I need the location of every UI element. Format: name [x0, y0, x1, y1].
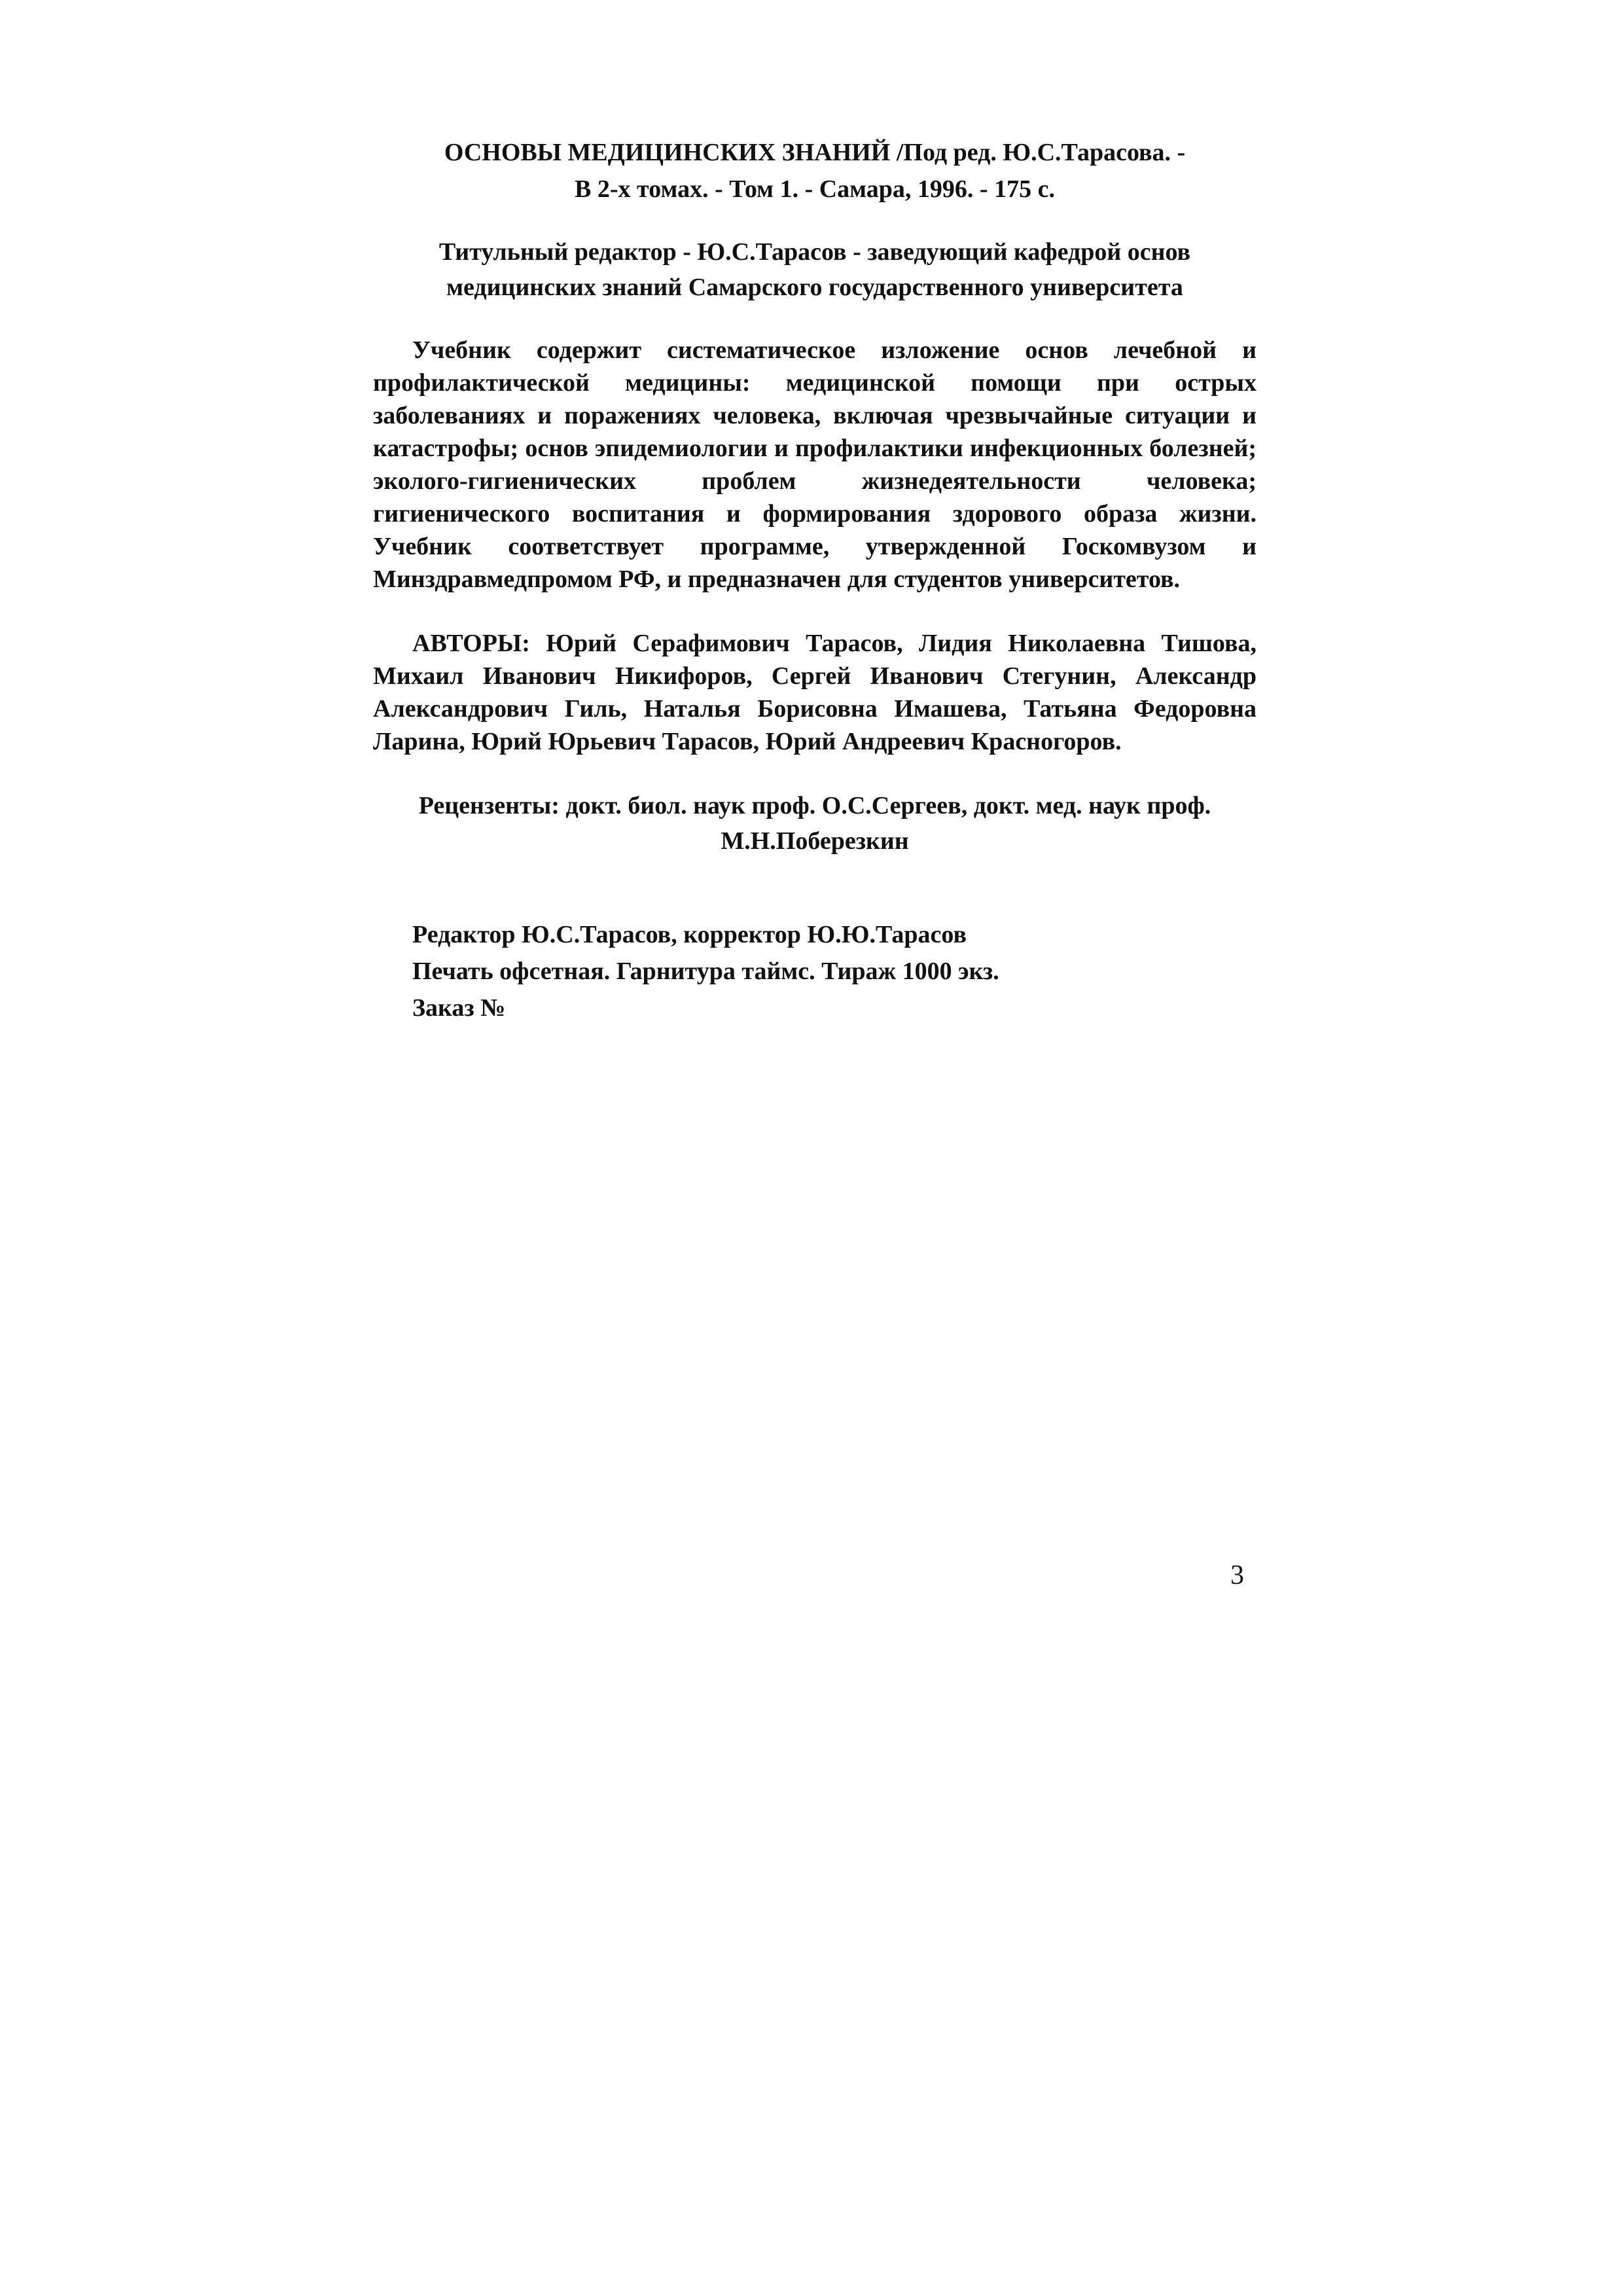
page-number: 3 [1230, 1560, 1244, 1590]
reviewers-line-2: М.Н.Поберезкин [721, 827, 909, 855]
imprint-block [412, 916, 1263, 1026]
book-title-line-2: В 2-х томах. - Том 1. - Самара, 1996. - 175 с. [575, 175, 1055, 203]
title-editor-line-1: Титульный редактор - Ю.С.Тарасов - заведующий кафедрой основ [438, 238, 1191, 266]
book-title-line-1: ОСНОВЫ МЕДИЦИНСКИХ ЗНАНИЙ /Под ред. Ю.С.Тарасова. - [444, 139, 1186, 166]
title-editor-line-2: медицинских знаний Самарского государственного университета [446, 274, 1183, 301]
imprint-print-line: Печать офсетная. Гарнитура таймс. Тираж 1000 экз. [412, 958, 999, 985]
authors-paragraph: АВТОРЫ: Юрий Серафимович Тарасов, Лидия Николаевна Тишова, Михаил Иванович Никифоров, Сергей Иванович Стегунин, Александр Александрович Гиль, Наталья Борисовна Имашева, Татьяна Федоровна Ларина, Юрий Юрьевич Тарасов, Юрий Андреевич Красногоров. [373, 630, 1257, 755]
abstract-paragraph: Учебник содержит систематическое изложение основ лечебной и профилактической медицины: медицинской помощи при острых заболеваниях и поражениях человека, включая чрезвычайные ситуации и катастрофы; основ эпидемиологии и профилактики инфекционных болезней; эколого-гигиенических проблем жизнедеятельности человека; гигиенического воспитания и формирования здорового образа жизни. Учебник соответствует программе, утвержденной Госкомвузом и Минздравмедпромом РФ, и предназначен для студентов университетов. [373, 336, 1257, 593]
reviewers-block [373, 788, 1257, 859]
imprint-order-line: Заказ № [412, 994, 506, 1022]
title-editor-note [373, 234, 1257, 305]
imprint-editor-line: Редактор Ю.С.Тарасов, корректор Ю.Ю.Тарасов [412, 921, 967, 948]
reviewers-line-1: Рецензенты: докт. биол. наук проф. О.С.Сергеев, докт. мед. наук проф. [418, 792, 1211, 819]
book-title [373, 134, 1257, 207]
